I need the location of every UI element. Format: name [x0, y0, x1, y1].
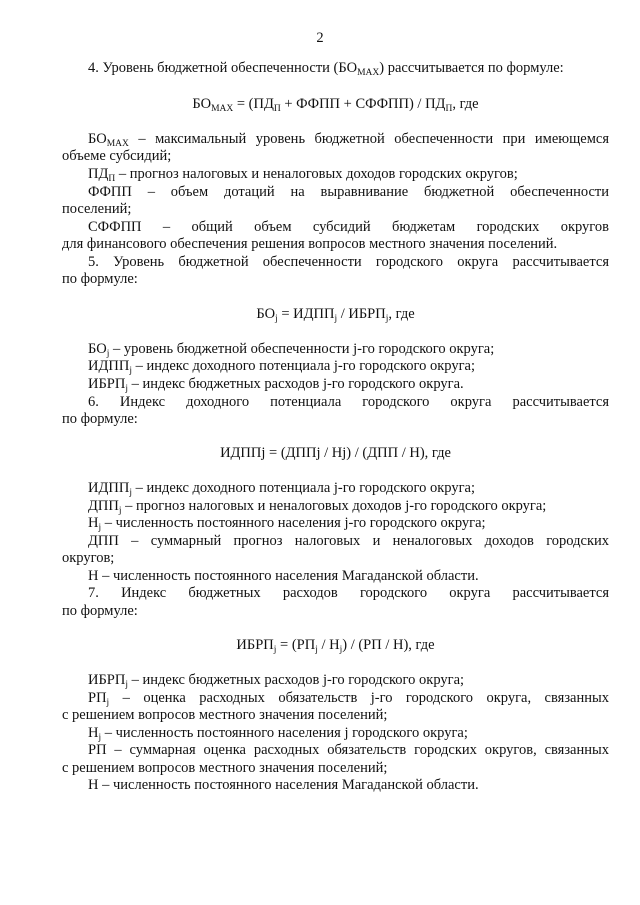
definition-ibrp-j-2 — [88, 672, 609, 689]
text-run: РП — [88, 690, 107, 706]
text-run: 6. Индекс доходного потенциала городского округа рассчитывается — [88, 394, 609, 410]
text-run: – оценка расходных обязательств j-го городского округа, связанных — [109, 690, 609, 706]
definition-dpp-line-1 — [88, 533, 609, 550]
subscript: j — [118, 506, 122, 516]
text-run: ИБРП — [88, 672, 126, 688]
subscript: j — [275, 314, 278, 324]
subscript: MAX — [211, 104, 234, 114]
definition-rp-j-line-1 — [88, 690, 609, 707]
subscript: j — [98, 733, 102, 743]
text-run: по формуле: — [62, 271, 138, 287]
definition-bo-j — [88, 341, 609, 358]
subscript: j — [98, 523, 102, 533]
page-number: 2 — [316, 30, 324, 46]
text-run: ДПП – суммарный прогноз налоговых и неналоговых доходов городских — [88, 533, 609, 549]
definition-ffpp-line-2 — [62, 201, 609, 218]
text-run: / Н — [317, 637, 340, 653]
text-run: 4. Уровень бюджетной обеспеченности (БО — [88, 60, 358, 76]
text-run: Н – численность постоянного населения Магаданской области. — [88, 568, 479, 584]
subscript: j — [339, 645, 343, 655]
paragraph-6-line-2 — [62, 411, 609, 428]
text-run: – индекс доходного потенциала j-го городского округа; — [131, 480, 475, 496]
definition-ffpp-line-1 — [88, 184, 609, 201]
formula-ibrp-j — [62, 637, 609, 654]
text-run: – численность постоянного населения j городского округа; — [101, 725, 468, 741]
text-run: для финансового обеспечения решения вопросов местного значения поселений. — [62, 236, 558, 252]
text-run: = (РП — [276, 637, 316, 653]
text-run: ) / (РП / Н), где — [342, 637, 435, 653]
subscript: П — [445, 104, 453, 114]
definition-sffpp-line-1 — [88, 219, 609, 236]
text-run: – индекс доходного потенциала j-го городского округа; — [131, 358, 475, 374]
text-run: Н — [88, 515, 99, 531]
text-run: ИБРП — [236, 637, 274, 653]
definition-h — [88, 568, 609, 585]
paragraph-7-line-2 — [62, 603, 609, 620]
text-run: ИДППj = (ДППj / Hj) / (ДПП / H), где — [220, 445, 451, 461]
definition-dpp-line-2 — [62, 550, 609, 567]
text-run: с решением вопросов местного значения поселений; — [62, 707, 388, 723]
text-run: ) рассчитывается по формуле: — [379, 60, 564, 76]
definition-bo-max-line-1 — [88, 131, 609, 148]
definition-rp-j-line-2 — [62, 707, 609, 724]
text-run: = ИДПП — [277, 306, 335, 322]
paragraph-7-line-1 — [88, 585, 609, 602]
text-run: – индекс бюджетных расходов j-го городского округа. — [127, 376, 464, 392]
text-run: по формуле: — [62, 603, 138, 619]
text-run: – численность постоянного населения j-го городского округа; — [101, 515, 486, 531]
subscript: MAX — [357, 68, 380, 78]
text-run: ИДПП — [88, 480, 130, 496]
subscript: j — [106, 349, 110, 359]
subscript: j — [385, 314, 389, 324]
subscript: j — [129, 366, 132, 376]
subscript: MAX — [106, 139, 129, 149]
subscript: j — [125, 384, 128, 394]
formula-idpp-j — [62, 445, 609, 462]
text-run: – индекс бюджетных расходов j-го городского округа; — [127, 672, 465, 688]
text-run: БО — [256, 306, 276, 322]
text-run: ДПП — [88, 498, 119, 514]
definition-idpp-j-2 — [88, 480, 609, 497]
text-run: 5. Уровень бюджетной обеспеченности городского округа рассчитывается — [88, 254, 609, 270]
subscript: П — [108, 174, 116, 184]
text-run: , где — [388, 306, 415, 322]
text-run: = (ПД — [233, 96, 274, 112]
definition-rp-line-1 — [88, 742, 609, 759]
subscript: j — [273, 645, 277, 655]
paragraph-5-line-2 — [62, 271, 609, 288]
subscript: j — [129, 488, 132, 498]
subscript: П — [273, 104, 281, 114]
text-run: + ФФПП + СФФПП) / ПД — [280, 96, 446, 112]
subscript: j — [334, 314, 338, 324]
text-run: 7. Индекс бюджетных расходов городского округа рассчитывается — [88, 585, 609, 601]
paragraph-5-line-1 — [88, 254, 609, 271]
formula-bo-j — [62, 306, 609, 323]
text-run: БО — [192, 96, 212, 112]
text-run: с решением вопросов местного значения поселений; — [62, 760, 388, 776]
text-run: – прогноз налоговых и неналоговых доходов j-го городского округа; — [121, 498, 547, 514]
text-run: Н – численность постоянного населения Магаданской области. — [88, 777, 479, 793]
text-run: – уровень бюджетной обеспеченности j-го городского округа; — [109, 341, 495, 357]
definition-rp-line-2 — [62, 760, 609, 777]
text-run: РП – суммарная оценка расходных обязательств городских округов, связанных — [88, 742, 609, 758]
definition-ibrp-j — [88, 376, 609, 393]
definition-h-j-2 — [88, 725, 609, 742]
text-run: ФФПП – объем дотаций на выравнивание бюджетной обеспеченности — [88, 184, 609, 200]
subscript: j — [125, 680, 128, 690]
definition-sffpp-line-2 — [62, 236, 609, 253]
text-run: БО — [88, 131, 107, 147]
subscript: j — [315, 645, 318, 655]
definition-dpp-j — [88, 498, 609, 515]
text-run: – максимальный уровень бюджетной обеспеченности при имеющемся — [128, 131, 609, 147]
text-run: поселений; — [62, 201, 132, 217]
text-run: ПД — [88, 166, 109, 182]
text-run: Н — [88, 725, 99, 741]
text-run: БО — [88, 341, 107, 357]
text-run: ИБРП — [88, 376, 126, 392]
text-run: СФФПП – общий объем субсидий бюджетам городских округов — [88, 219, 609, 235]
subscript: j — [106, 698, 110, 708]
definition-h-2 — [88, 777, 609, 794]
text-run: , где — [452, 96, 479, 112]
text-run: объеме субсидий; — [62, 148, 172, 164]
definition-idpp-j — [88, 358, 609, 375]
formula-bo-max — [62, 96, 609, 113]
text-run: округов; — [62, 550, 115, 566]
text-run: – прогноз налоговых и неналоговых доходов городских округов; — [115, 166, 518, 182]
definition-pd-p — [88, 166, 609, 183]
text-run: по формуле: — [62, 411, 138, 427]
text-run: ИДПП — [88, 358, 130, 374]
text-run: / ИБРП — [337, 306, 386, 322]
definition-h-j — [88, 515, 609, 532]
paragraph-4-line-1 — [88, 60, 609, 77]
paragraph-6-line-1 — [88, 394, 609, 411]
definition-bo-max-line-2 — [62, 148, 609, 165]
